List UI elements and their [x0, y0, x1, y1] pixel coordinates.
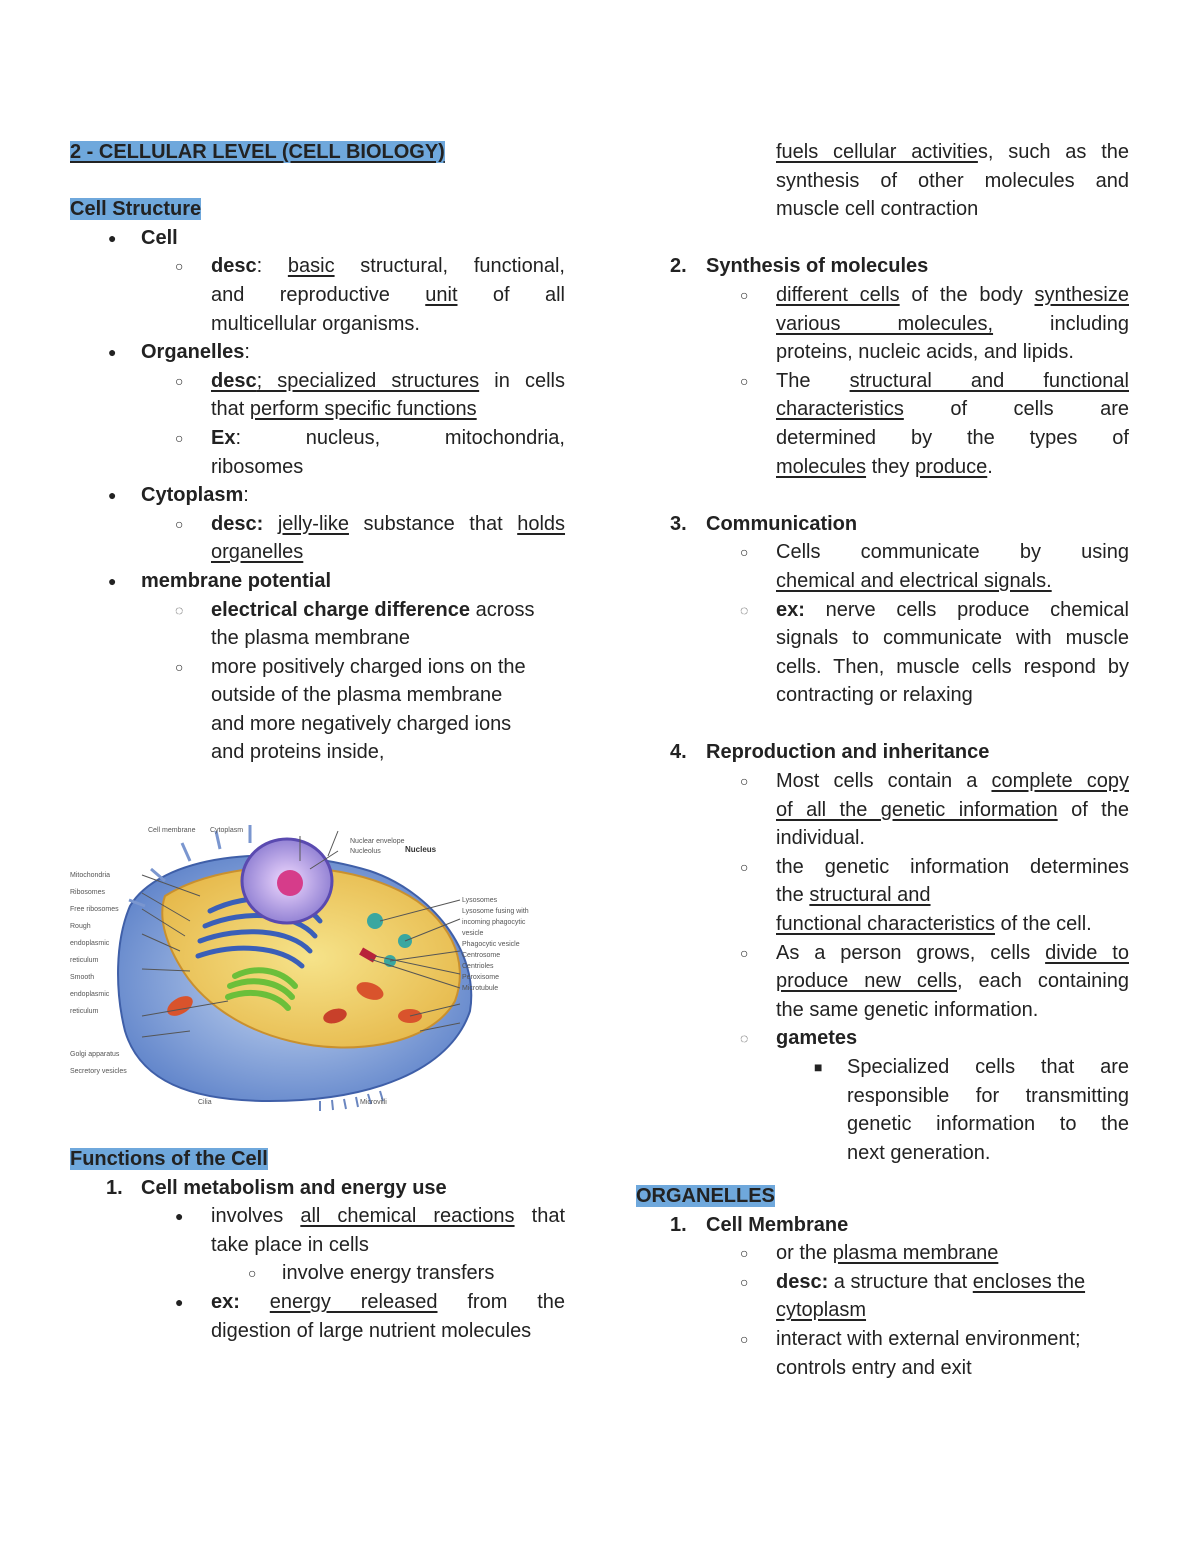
text: determined by the types of	[776, 426, 1129, 449]
item-title: Reproduction and inheritance	[706, 741, 990, 764]
text: more positively charged ions on the	[211, 655, 526, 678]
cell-desc	[70, 252, 565, 338]
label-secretory-vesicles: Secretory vesicles	[70, 1068, 127, 1076]
function-item-1-ex	[70, 1288, 565, 1345]
text: s, such as the	[977, 141, 1129, 163]
term-organelles: Organelles	[141, 341, 245, 364]
label-ribosomes: Ribosomes	[70, 889, 106, 897]
text: across	[470, 598, 535, 621]
underlined-text: produce new cells	[776, 970, 957, 993]
item-title: Communication	[706, 512, 858, 535]
item-2-bullet-2	[636, 367, 1129, 481]
bullet-dotted: ◌	[740, 1030, 749, 1047]
left-column	[70, 138, 565, 1345]
item-3-bullet-1	[636, 538, 1129, 595]
organelles-desc	[70, 367, 565, 424]
organelle-item-1	[636, 1211, 1129, 1240]
bullet-dotted: ◌	[740, 601, 749, 618]
bullet-hollow: ○	[740, 1330, 749, 1347]
function-item-1	[70, 1174, 565, 1203]
label-peroxisome: Peroxisome	[462, 974, 499, 982]
bullet-filled: ●	[108, 229, 117, 246]
text: , each containing	[956, 970, 1129, 993]
label-lysosome-fusing: Lysosome fusing with incoming phagocytic vesicle	[462, 908, 529, 938]
desc-label: desc:	[776, 1270, 829, 1293]
text: of the	[1057, 798, 1129, 821]
document-title: 2 - CELLULAR LEVEL (CELL BIOLOGY)	[70, 141, 445, 163]
function-item-1-bullet-1	[70, 1202, 565, 1259]
text: :	[243, 484, 249, 507]
text: synthesis of other molecules and	[776, 169, 1129, 192]
text: digestion of large nutrient molecules	[211, 1319, 532, 1342]
list-item-organelles	[70, 338, 565, 367]
underlined-text: divide to	[1045, 941, 1129, 964]
bold-text: electrical charge difference	[211, 598, 471, 621]
diagram-labels-left	[70, 867, 130, 1080]
bullet-filled: ●	[108, 344, 117, 361]
label-nuclear-envelope: Nuclear envelope	[350, 838, 405, 846]
text: contracting or relaxing	[776, 684, 973, 707]
underlined-text: cytoplasm	[776, 1299, 867, 1322]
desc-label: desc:	[211, 512, 264, 535]
underlined-text: holds	[517, 512, 566, 535]
text: or the	[776, 1242, 833, 1265]
organelle-bullet-1	[636, 1239, 1129, 1268]
text: that	[514, 1205, 565, 1228]
label-nucleolus: Nucleolus	[350, 848, 381, 856]
label-smooth-er: Smooth endoplasmic reticulum	[70, 974, 110, 1016]
underlined-text: functional characteristics	[776, 913, 995, 936]
text: the plasma membrane	[211, 627, 410, 650]
desc-label: desc	[211, 369, 257, 392]
text: :	[244, 341, 250, 364]
underlined-text: encloses the	[972, 1270, 1086, 1293]
bullet-filled: ●	[108, 487, 117, 504]
term-cytoplasm: Cytoplasm	[141, 484, 244, 507]
bullet-dotted: ◌	[175, 601, 184, 618]
label-lysosomes: Lysosomes	[462, 897, 498, 905]
desc-label: desc	[211, 255, 257, 278]
item-2-bullet-1	[636, 281, 1129, 367]
right-column	[636, 138, 1129, 1382]
text: outside of the plasma membrane	[211, 684, 503, 707]
label-centrosome: Centrosome	[462, 952, 501, 960]
cell-diagram	[70, 801, 565, 1119]
text: individual.	[776, 827, 865, 850]
diagram-labels-top	[350, 837, 404, 857]
text: Most cells contain a	[776, 770, 992, 793]
bullet-hollow: ○	[740, 944, 749, 961]
item-4-bullet-2	[636, 853, 1129, 939]
bullet-hollow: ○	[175, 429, 184, 446]
underlined-text: unit	[425, 283, 458, 306]
text: responsible for transmitting	[847, 1084, 1129, 1107]
bullet-hollow: ○	[740, 858, 749, 875]
text: next generation.	[847, 1141, 991, 1164]
label-centrioles: Centrioles	[462, 963, 494, 971]
underlined-text: synthesize	[1034, 283, 1129, 306]
cell-structure-heading: Cell Structure	[70, 198, 202, 221]
text: from the	[437, 1291, 566, 1314]
bullet-hollow: ○	[175, 258, 184, 275]
functions-heading: Functions of the Cell	[70, 1148, 268, 1171]
underlined-text: all chemical reactions	[300, 1205, 515, 1228]
item-number: 3.	[670, 512, 687, 535]
label-phagocytic-vesicle: Phagocytic vesicle	[462, 941, 520, 949]
bullet-hollow: ○	[740, 773, 749, 790]
label-nucleus: Nucleus	[405, 845, 437, 855]
bullet-filled: ●	[175, 1208, 184, 1225]
underlined-text: complete copy	[991, 770, 1129, 793]
organelle-bullet-3	[636, 1325, 1129, 1382]
text: of all	[457, 283, 565, 306]
underlined-text: characteristics	[776, 398, 904, 421]
function-item-4	[636, 738, 1129, 767]
text: including	[993, 312, 1129, 335]
text: .	[987, 455, 993, 478]
underlined-text: molecules	[776, 455, 867, 478]
organelle-bullet-2	[636, 1268, 1129, 1325]
bullet-square: ■	[814, 1059, 823, 1075]
membrane-item-1	[70, 596, 565, 653]
text: of the body	[899, 283, 1035, 306]
item-4-bullet-3	[636, 939, 1129, 1025]
item-title: Cell Membrane	[706, 1213, 849, 1236]
bullet-hollow: ○	[740, 372, 749, 389]
label-microtubule: Microtubule	[462, 985, 499, 993]
animal-cell-illustration	[70, 801, 530, 1119]
text: ribosomes	[211, 455, 304, 478]
cytoplasm-desc	[70, 510, 565, 567]
text: signals to communicate with muscle	[776, 627, 1129, 650]
text: take place in cells	[211, 1233, 369, 1256]
gametes-term: gametes	[776, 1027, 858, 1050]
organelles-ex	[70, 424, 565, 481]
item-3-ex	[636, 596, 1129, 710]
term-cell: Cell	[141, 226, 178, 249]
bullet-hollow: ○	[740, 1245, 749, 1262]
item-number: 4.	[670, 741, 687, 764]
text: Cells communicate by using	[776, 541, 1129, 564]
text: and more negatively charged ions	[211, 712, 512, 735]
bullet-filled: ●	[175, 1294, 184, 1311]
bullet-hollow: ○	[175, 372, 184, 389]
term-membrane-potential: membrane potential	[141, 569, 332, 592]
underlined-text: produce	[914, 455, 988, 478]
underlined-text: of all the genetic information	[776, 798, 1058, 821]
text: in cells	[479, 369, 565, 392]
text: that	[211, 398, 250, 421]
ex-label: ex:	[776, 598, 805, 621]
item-4-bullet-1	[636, 767, 1129, 853]
text: and proteins inside,	[211, 741, 385, 764]
list-item-cytoplasm	[70, 481, 565, 510]
function-item-1-sub	[70, 1259, 565, 1288]
text: multicellular organisms.	[211, 312, 420, 335]
text: they	[866, 455, 915, 478]
item-number: 2.	[670, 255, 687, 278]
item-number: 1.	[670, 1213, 687, 1236]
text: The	[776, 369, 850, 392]
bullet-hollow: ○	[740, 286, 749, 303]
item-4-gametes	[636, 1024, 1129, 1053]
list-item-cell	[70, 224, 565, 253]
ex-label: ex:	[211, 1291, 240, 1314]
text: of cells are	[903, 398, 1129, 421]
label-cilia: Cilia	[198, 1099, 212, 1107]
text: the	[776, 884, 810, 907]
label-golgi: Golgi apparatus	[70, 1051, 120, 1059]
text: muscle cell contraction	[776, 198, 979, 221]
underlined-text: energy released	[269, 1291, 438, 1314]
continued-text	[636, 138, 1129, 224]
text: :	[256, 255, 288, 278]
text: nerve cells produce chemical	[804, 598, 1129, 621]
text: the same genetic information.	[776, 998, 1039, 1021]
text: As a person grows, cells	[776, 941, 1046, 964]
organelles-heading: ORGANELLES	[636, 1184, 775, 1207]
label-cell-membrane: Cell membrane	[148, 827, 196, 835]
label-mitochondria: Mitochondria	[70, 872, 111, 880]
label-free-ribosomes: Free ribosomes	[70, 906, 119, 914]
text: of the cell.	[994, 913, 1092, 936]
underlined-text: various molecules,	[776, 312, 994, 335]
text: controls entry and exit	[776, 1356, 972, 1379]
text: : nucleus, mitochondria,	[235, 426, 565, 449]
text: and reproductive	[211, 283, 426, 306]
text: genetic information to the	[847, 1113, 1129, 1136]
text: substance that	[348, 512, 518, 535]
item-title: Synthesis of molecules	[706, 255, 929, 278]
text: proteins, nucleic acids, and lipids.	[776, 341, 1074, 364]
underlined-text: jelly-like	[277, 512, 349, 535]
item-title: Cell metabolism and energy use	[141, 1176, 447, 1199]
list-item-membrane-potential	[70, 567, 565, 596]
text: involve energy transfers	[282, 1262, 495, 1285]
text: a structure that	[828, 1270, 973, 1293]
underlined-text: different cells	[776, 283, 900, 306]
bullet-filled: ●	[108, 572, 117, 589]
label-cytoplasm: Cytoplasm	[210, 827, 244, 835]
underlined-text: chemical and electrical signals.	[776, 569, 1052, 592]
text: Specialized cells that are	[847, 1056, 1129, 1078]
bullet-hollow: ○	[248, 1265, 257, 1282]
label-microvilli: Microvilli	[360, 1099, 387, 1107]
underlined-text: structural and	[809, 884, 931, 907]
bullet-hollow: ○	[175, 515, 184, 532]
label-rough-er: Rough endoplasmic reticulum	[70, 923, 110, 965]
text: interact with external environment;	[776, 1327, 1081, 1350]
underlined-text: plasma membrane	[832, 1242, 999, 1265]
text: involves	[211, 1205, 301, 1228]
underlined-text: fuels cellular activitie	[776, 141, 978, 163]
membrane-item-2	[70, 653, 565, 767]
underlined-text: structural and functional	[849, 369, 1129, 392]
item-number: 1.	[106, 1176, 123, 1199]
underlined-text: perform specific functions	[249, 398, 477, 421]
text: the genetic information determines	[776, 855, 1129, 878]
underlined-text: ; specialized structures	[256, 369, 480, 392]
underlined-text: organelles	[211, 541, 304, 564]
underlined-text: basic	[287, 255, 335, 278]
text: cells. Then, muscle cells respond by	[776, 655, 1129, 678]
function-item-3	[636, 510, 1129, 539]
gametes-desc	[636, 1053, 1129, 1167]
text: structural, functional,	[334, 255, 565, 278]
ex-label: Ex	[211, 426, 236, 449]
bullet-hollow: ○	[740, 544, 749, 561]
bullet-hollow: ○	[175, 658, 184, 675]
function-item-2	[636, 252, 1129, 281]
bullet-hollow: ○	[740, 1273, 749, 1290]
diagram-labels-right	[462, 895, 530, 994]
